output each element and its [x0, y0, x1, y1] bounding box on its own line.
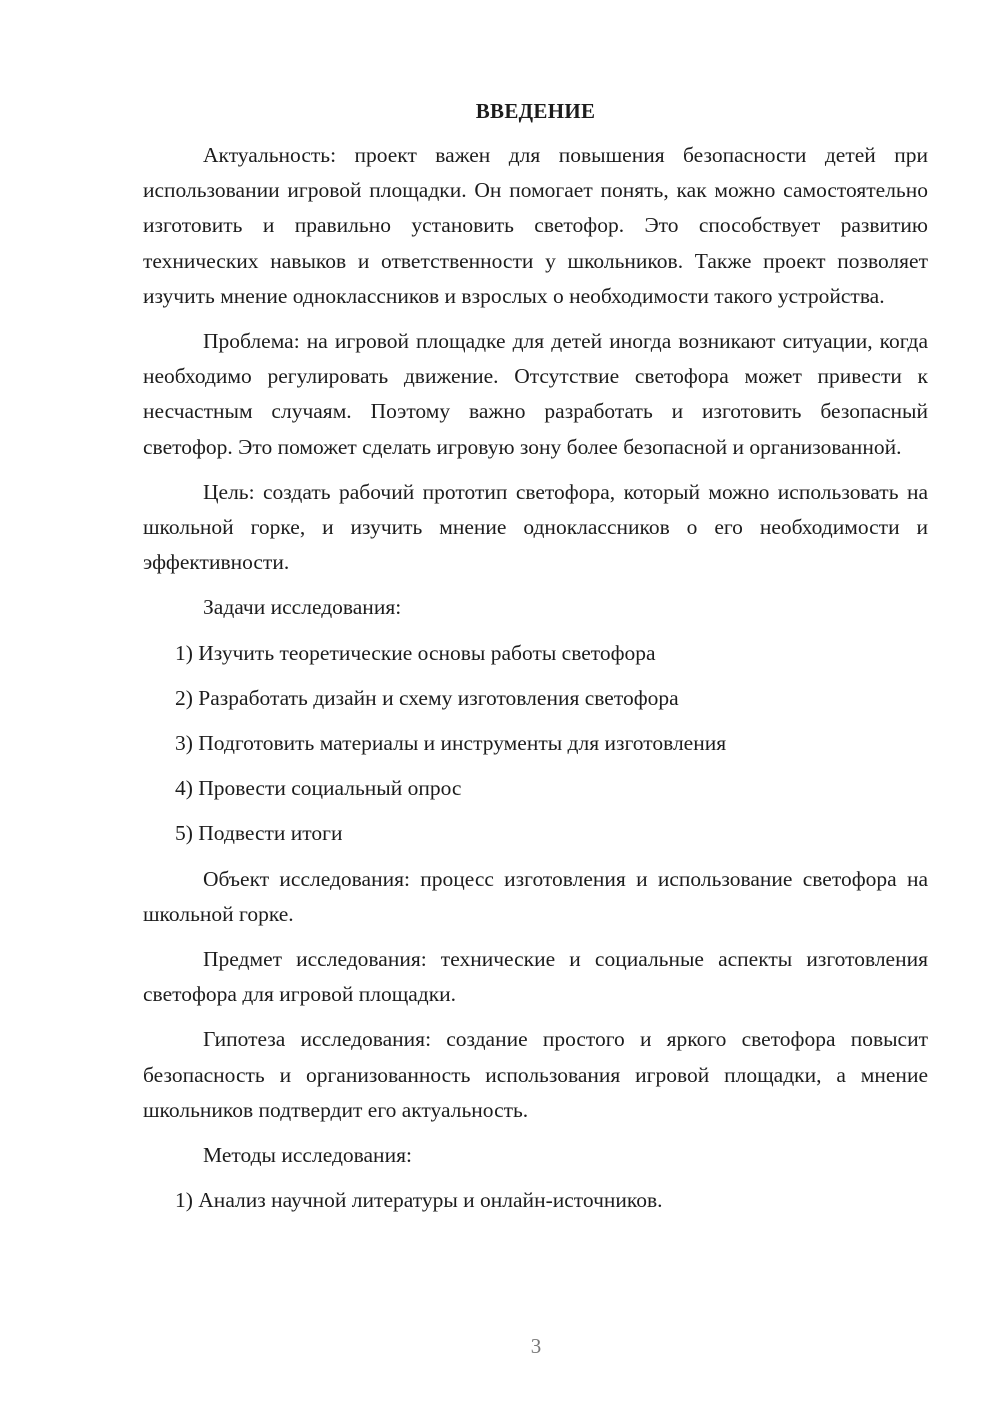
document-page — [143, 96, 928, 1228]
list-item: 1) Анализ научной литературы и онлайн-источников. — [175, 1188, 663, 1213]
object-paragraph: Объект исследования: процесс изготовления и использование светофора на школьной горке. — [143, 866, 928, 926]
page-title: ВВЕДЕНИЕ — [475, 99, 596, 123]
methods-heading: Методы исследования: — [203, 1143, 412, 1168]
list-item: 2) Разработать дизайн и схему изготовления светофора — [175, 685, 679, 710]
tasks-heading: Задачи исследования: — [203, 595, 402, 620]
methods-list — [143, 1183, 928, 1218]
list-item: 4) Провести социальный опрос — [175, 776, 462, 801]
list-item: 3) Подготовить материалы и инструменты для изготовления — [175, 731, 727, 756]
relevance-paragraph: Актуальность: проект важен для повышения безопасности детей при использовании игровой площадки. Он помогает понять, как можно самостоятельно изготовить и правильно установить светофор. Это способствует развитию технических навыков и ответственности у школьников. Также проект позволяет изучить мнение одноклассников и взрослых о необходимости такого устройства. — [143, 143, 928, 308]
list-item: 1) Изучить теоретические основы работы светофора — [175, 640, 656, 665]
problem-paragraph: Проблема: на игровой площадке для детей иногда возникают ситуации, когда необходимо регулировать движение. Отсутствие светофора может привести к несчастным случаям. Поэтому важно разработать и изготовить безопасный светофор. Это поможет сделать игровую зону более безопасной и организованной. — [143, 329, 928, 459]
subject-paragraph: Предмет исследования: технические и социальные аспекты изготовления светофора для игровой площадки. — [143, 947, 928, 1007]
page-number: 3 — [530, 1334, 542, 1358]
goal-paragraph: Цель: создать рабочий прототип светофора, который можно использовать на школьной горке, и изучить мнение одноклассников о его необходимости и эффективности. — [143, 479, 928, 575]
hypothesis-paragraph: Гипотеза исследования: создание простого и яркого светофора повысит безопасность и организованность использования игровой площадки, а мнение школьников подтвердит его актуальность. — [143, 1027, 928, 1122]
tasks-list — [143, 636, 928, 852]
list-item: 5) Подвести итоги — [175, 821, 343, 846]
